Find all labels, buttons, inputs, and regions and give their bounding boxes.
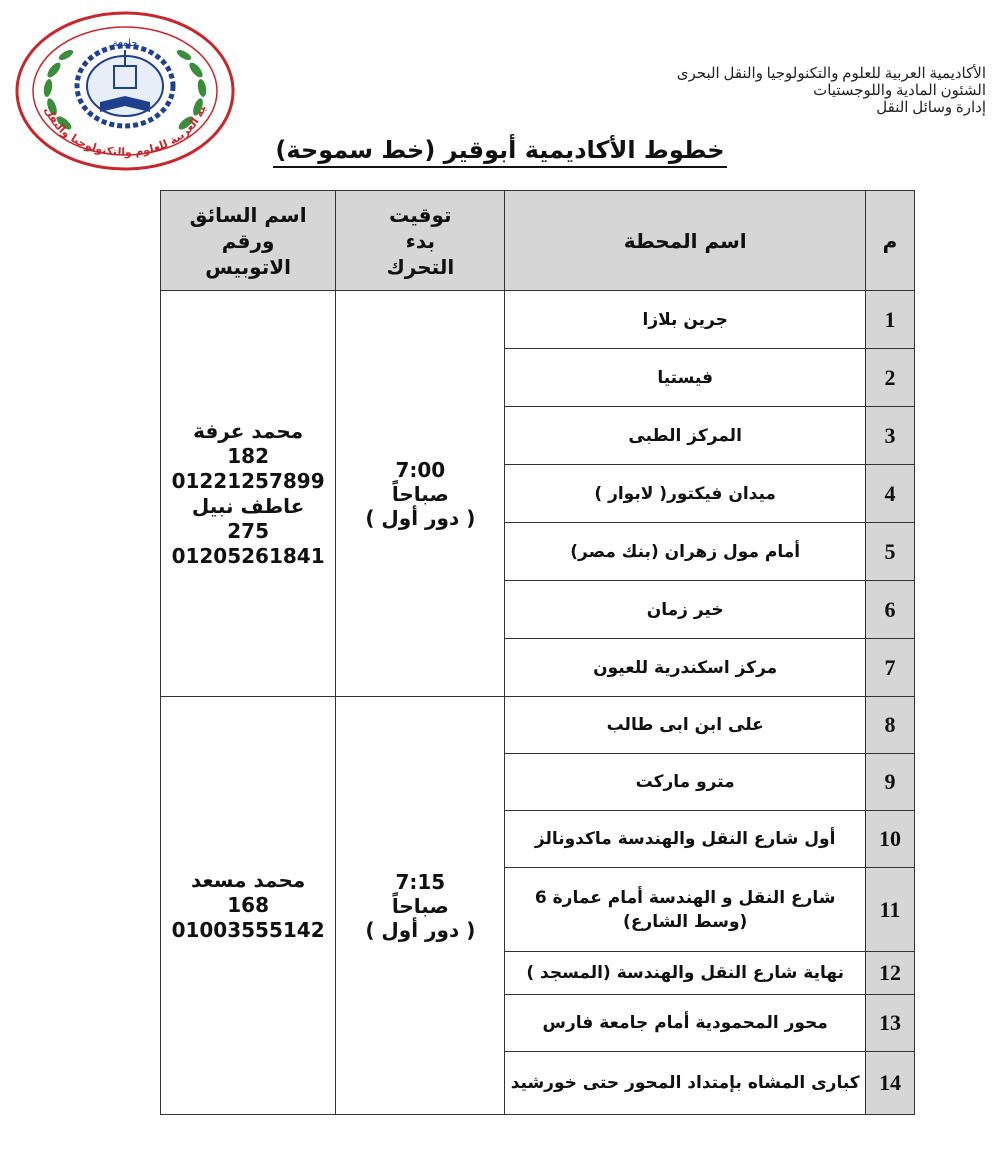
svg-text:جامعة: جامعة — [112, 38, 138, 49]
page-title-text: خطوط الأكاديمية أبوقير (خط سموحة) — [273, 136, 726, 168]
time-period: صباحاً — [391, 481, 449, 506]
page-title — [0, 136, 1000, 164]
station-name: مركز اسكندرية للعيون — [505, 639, 865, 697]
station-name: أول شارع النقل والهندسة ماكدونالز — [505, 811, 865, 868]
departure-time: 7:00 — [395, 457, 446, 482]
row-number: 9 — [865, 754, 914, 811]
org-line-department: الشئون المادية واللوجستيات — [813, 83, 986, 99]
row-number: 2 — [865, 349, 914, 407]
driver-name: عاطف نبيل — [191, 493, 305, 518]
station-name: ميدان فيكتور( لابوار ) — [505, 465, 865, 523]
header-time: توقيت بدء التحرك — [336, 191, 505, 291]
bus-route-table — [160, 190, 915, 1115]
svg-text:الأكاديمية العربية للعلوم والت: ية العربية للعلوم والتكنولوجيا والنقل — [41, 104, 209, 159]
table-row — [161, 291, 915, 349]
station-name: أمام مول زهران (بنك مصر) — [505, 523, 865, 581]
driver-cell-group-1 — [161, 291, 336, 697]
station-name: كبارى المشاه بإمتداد المحور حتى خورشيد — [505, 1052, 865, 1115]
shift-label: ( دور أول ) — [365, 917, 476, 942]
station-name: فيستيا — [505, 349, 865, 407]
station-name: مترو ماركت — [505, 754, 865, 811]
header-station: اسم المحطة — [505, 191, 865, 291]
departure-time: 7:15 — [395, 869, 446, 894]
station-name: المركز الطبى — [505, 407, 865, 465]
row-number: 7 — [865, 639, 914, 697]
org-line-unit: إدارة وسائل النقل — [876, 100, 986, 116]
row-number: 3 — [865, 407, 914, 465]
bus-number: 182 — [227, 443, 269, 468]
header-driver: اسم السائق ورقم الاتوبيس — [161, 191, 336, 291]
organization-header — [677, 66, 986, 117]
station-name: نهاية شارع النقل والهندسة (المسجد ) — [505, 952, 865, 995]
station-name: شارع النقل و الهندسة أمام عمارة 6 (وسط الشارع) — [505, 868, 865, 952]
row-number: 6 — [865, 581, 914, 639]
row-number: 13 — [865, 995, 914, 1052]
phone-number: 01003555142 — [171, 918, 325, 942]
row-number: 4 — [865, 465, 914, 523]
row-number: 11 — [865, 868, 914, 952]
table-header-row — [161, 191, 915, 291]
driver-cell-group-2 — [161, 697, 336, 1115]
row-number: 10 — [865, 811, 914, 868]
station-name: خير زمان — [505, 581, 865, 639]
phone-number: 01205261841 — [171, 543, 325, 568]
time-cell-group-2 — [336, 697, 505, 1115]
org-line-academy: الأكاديمية العربية للعلوم والتكنولوجيا والنقل البحرى — [676, 66, 986, 82]
row-number: 5 — [865, 523, 914, 581]
phone-number: 01221257899 — [171, 468, 325, 493]
station-name: محور المحمودية أمام جامعة فارس — [505, 995, 865, 1052]
bus-number: 275 — [227, 518, 269, 543]
table-row — [161, 697, 915, 754]
row-number: 14 — [865, 1052, 914, 1115]
shift-label: ( دور أول ) — [365, 505, 476, 530]
row-number: 12 — [865, 952, 914, 995]
header-num: م — [865, 191, 914, 291]
station-name: على ابن ابى طالب — [505, 697, 865, 754]
time-period: صباحاً — [391, 893, 449, 918]
driver-name: محمد مسعد — [190, 868, 306, 892]
row-number: 8 — [865, 697, 914, 754]
station-name: جرين بلازا — [505, 291, 865, 349]
time-cell-group-1 — [336, 291, 505, 697]
bus-number: 168 — [227, 893, 269, 917]
row-number: 1 — [865, 291, 914, 349]
driver-name: محمد عرفة — [193, 418, 304, 443]
